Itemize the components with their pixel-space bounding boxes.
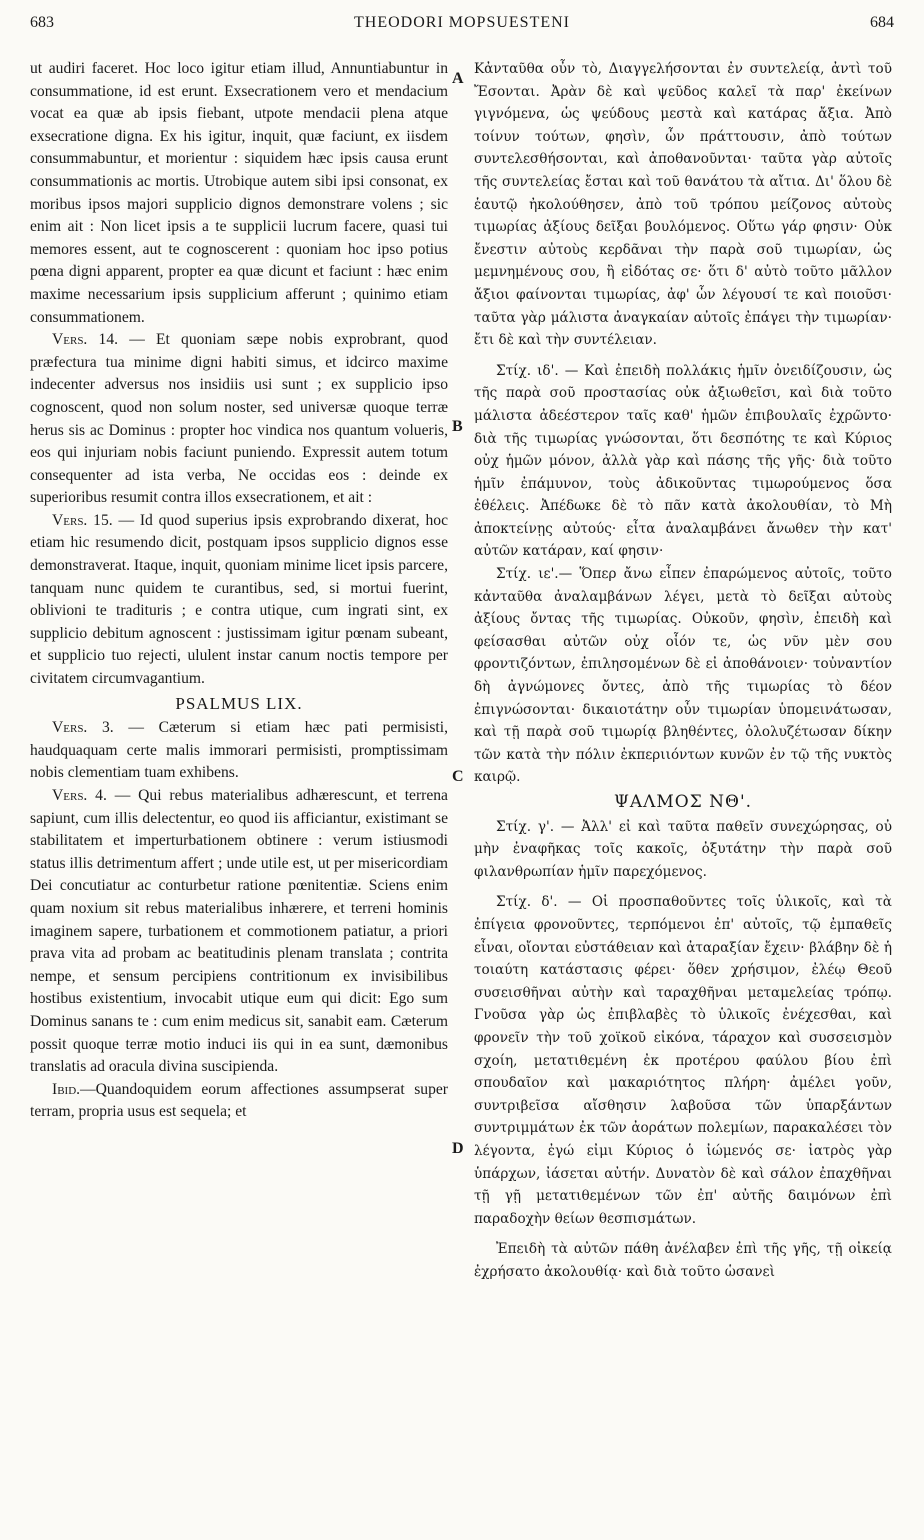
verse-text: — Οἱ προσπαθοῦντες τοῖς ὑλικοῖς, καὶ τὰ ἐπίγεια φρονοῦντες, τερπόμενοι ἐπ' αὐτοῖς, τῷ ἐμπαθεῖς εἶναι, οἴονται εὐστάθειαν καὶ ἀταραξίαν ἔχειν· βλάβην δὲ ἡ τοιαύτη κατάστασις φέρει· ὅθεν χρήσιμον, ἐλέῳ Θεοῦ συσεισθῆναι αὐτὴν καὶ ταραχθῆναι μεταμελείας τρόπῳ. Γνοῦσα γὰρ ὡς ἐπιβλαβὲς τὸ ὑλικοῖς ἐνέχεσθαι, καὶ φρονεῖν τὴν τοῦ χοϊκοῦ εἰκόνα, τάραχον καὶ συσσεισμὸν σχοίη, μετατιθεμένη ἐκ προτέρου φαύλου βίου ἐπὶ σπουδαῖον καὶ μακαριότητος πλήρη· ἀμέλει γοῦν, συντριβεῖσα αἴσθησιν λαβοῦσα τῶν ὑπαρξάντων συντριμμάτων ἐκ τῶν ἀοράτων πολεμίων, παρακαλέσει τὸν λέγοντα, ἐγώ εἰμι Κύριος ὁ ἰώμενός σε· ἰατρὸς γὰρ ὑπάρχων, ἰάσεται αὐτήν. Δυνατὸν δὲ καὶ σάλον ἐπαχθῆναι τῇ γῇ μετατιθεμένων τῶν ἐπ' αὐτῆς δαιμόνων ἐπὶ παραδοχὴν θείων θεσπισμάτων. xyxy=(474,894,892,1227)
verse-text: — Ὅπερ ἄνω εἶπεν ἐπαρώμενος αὐτοῖς, τοῦτο κἀνταῦθα ἀναλαμβάνων λέγει, μετὰ τὸ δεῖξαι αὐτοὺς ἀξίους ὄντας τῆς τιμωρίας. Οὐκοῦν, φησὶν, ἐπειδὴ καὶ φείσασθαι αὐτῶν οὐχ οἷόν τε, ὡς νῦν μὲν σου φροντιζόντων, ἐπιλησομένων δὲ εἰ ἀποθάνοιεν· τοὐναντίον δὴ ἀγνώμονες ὄντες, ἀπὸ τῆς τιμωρίας τὸ δέον ἐπιγνώσονται· δικαιοτάτην οὖν τιμωρίαν ὑπομεινάτωσαν, καὶ τῇ παρὰ σοῦ τιμωρίᾳ βληθέντες, ὀλολυζέτωσαν δίκην τῶν κατὰ τὴν πόλιν ἐκπεριιόντων κυνῶν ἐν τῷ τῆς νυκτὸς καιρῷ. xyxy=(474,566,892,786)
greek-column xyxy=(474,58,892,1283)
page-number-left: 683 xyxy=(30,14,54,31)
verse-label: Vers. 15. xyxy=(52,511,113,529)
verse-label: Στίχ. ιδ'. xyxy=(496,362,559,379)
margin-marker-b: B xyxy=(452,418,463,435)
verse-text: —Quandoquidem eorum affectiones assumpserat super terram, propria usus est sequela; et xyxy=(30,1080,448,1121)
verse-label: Vers. 4. xyxy=(52,787,107,804)
verse-text: — Id quod superius ipsis exprobrando dixerat, hoc etiam hic resumendo dicit, postquam ipsos supplicio dignos esse demonstraverat. Itaque, inquit, quoniam minime licet ipsis parcere, tanquam nunc quidem te curantibus, sed, si mortui fuerint, oblivioni te tradituris ; e contra utique, cum ingrati sint, ex supplicio debitum agnoscent : justissimam igitur pœnam subeant, et supplicio tuo rejecti, ululent instar canum noctis tempore per civitatem circumvagantium. xyxy=(30,511,448,688)
verse-label: Στίχ. δ'. xyxy=(496,894,558,911)
greek-paragraph-last: Ἐπειδὴ τὰ αὐτῶν πάθη ἀνέλαβεν ἐπὶ τῆς γῆς, τῇ οἰκείᾳ ἐχρήσατο ἀκολουθίᾳ· καὶ διὰ τοῦτο ὡσανεὶ xyxy=(474,1241,892,1280)
page-header xyxy=(30,14,894,38)
psalm-title-greek: ΨΑΛΜΟΣ ΝΘ'. xyxy=(613,792,753,812)
verse-text: — Cæterum si etiam hæc pati permisisti, haudquaquam certe malis immorari permisisti, promptissimam nobis clementiam tuam exhibens. xyxy=(30,719,448,782)
latin-verse-14 xyxy=(30,329,448,510)
latin-verse-4 xyxy=(30,785,448,1079)
verse-text: — Καὶ ἐπειδὴ πολλάκις ἡμῖν ὀνειδίζουσιν, ὡς τῆς παρὰ σοῦ προστασίας οὐκ ἀξιωθεῖσι, καὶ διὰ τοῦτο μάλιστα ἀδεέστερον ταῖς καθ' ἡμῶν ἐπιβουλαῖς ἐχρῶντο· διὰ τῆς τιμωρίας γνώσονται, ὅτι δεσπότης τε καὶ Κύριος οὐχ ἡμῶν μόνον, ἀλλὰ γὰρ καὶ πάσης τῆς γῆς· διὰ τοῦτο ἡμῖν ἐπάμυνον, τοὺς ἀδικοῦντας τιμωρούμενος ὅσα ἐθέλεις. Ἀπέδωκε δὲ τὸ πᾶν κατὰ ἀκολουθίαν, τὸ Μὴ ἀποκτείνῃς αὐτούς· εἶτα ἀναλαμβάνει ἄνωθεν τὴν κατ' αὐτῶν κατάραν, καί φησιν· xyxy=(474,362,892,560)
verse-label: Vers. 14. xyxy=(52,331,119,349)
verse-label: Στίχ. ιε'. xyxy=(496,566,559,583)
latin-ibid xyxy=(30,1079,448,1124)
latin-verse-3 xyxy=(30,717,448,785)
margin-marker-a: A xyxy=(452,70,464,87)
latin-verse-15 xyxy=(30,510,448,691)
margin-marker-d: D xyxy=(452,1140,464,1157)
margin-marker-c: C xyxy=(452,768,464,785)
psalm-title-latin: PSALMUS LIX. xyxy=(175,693,303,713)
page-number-right: 684 xyxy=(870,14,894,31)
greek-verse-4 xyxy=(474,891,892,1230)
greek-paragraph: Κἀνταῦθα οὖν τὸ, Διαγγελήσονται ἐν συντελείᾳ, ἀντὶ τοῦ Ἔσονται. Ἀρὰν δὲ καὶ ψεῦδος καλεῖ τὰ παρ' ἐκείνων γιγνόμενα, ὡς ψεύδους μεστὰ καὶ κατάρας ἄξια. Ἀπὸ τοίνυν τούτων, φησὶν, ὧν πράττουσιν, ἀπὸ τούτων συντελεσθήσονται, καὶ ἀποθανοῦνται· ταῦτα γὰρ αὐτοῖς τῆς συντελείας ἔσται καὶ τοῦ θανάτου τὰ αἴτια. Δι' ὅλου δὲ ἑαυτῷ ἠκολούθησεν, ἀπὸ τοῦ τρόπου μείζονος αὐτοὺς τιμωρίας ἀξίους δεῖξαι βουλόμενος. Οὕτω γάρ φησιν· Οὐκ ἔνεστιν αὐτοὺς κερδᾶναι τὴν παρὰ σοῦ τιμωρίαν, ὡς μεμνημένους σου, ἢ εἰδότας σε· ὅτι δ' αὐτὸ τοῦτο μᾶλλον ἄξιοι φαίνονται τιμωρίας, ἀφ' ὧν λέγουσί τε καὶ ποιοῦσι· ταῦτα γὰρ μάλιστα ἀναγκαίαν αὐτοῖς ἐπάγει τὴν τιμωρίαν· ἔτι δὲ καὶ τὴν συντέλειαν. xyxy=(474,61,892,349)
verse-label: Vers. 3. xyxy=(52,719,114,737)
verse-label: Ibid. xyxy=(52,1080,81,1098)
verse-text: — Et quoniam sæpe nobis exprobrant, quod præfectura tua minime digni habiti simus, et idcirco maxime indecenter adversus nos insidiis usi sunt ; ex supplicio ipso cognoscent, quod non solum noster, sed universæ quoque terræ herus sis ac Dominus : propter hoc vindica nos quantum volueris, eos qui injuriam nobis faciunt puniendo. Expressit autem totum consequenter ad ista verba, Ne occidas eos : deinde ex superioribus resumit contra illos exsecrationem, et ait : xyxy=(30,331,449,507)
running-title: THEODORI MOPSUESTENI xyxy=(354,14,570,31)
greek-verse-14 xyxy=(474,360,892,563)
verse-text: — Qui rebus materialibus adhærescunt, et terrena sapiunt, cum illis delectentur, eo quod iis afficiantur, existimant se stabilitatem et imperturbationem obtinere : verum istiusmodi status illis detrimentum affert ; unde utile est, ut per misericordiam Dei concutiatur ac conturbetur ratione pœnitentiæ. Sciens enim quam noxium sit rebus materialibus inhærere, et terreni hominis imaginem sapere, turbationem et commotionem patiatur, a priori prava vita ad probam ac beatitudinis plenam translata ; contrita nempe, et sensum percipiens contritionum ex invisibilibus hostibus existentium, invocabit utique eum qui dicit: Ego sum Dominus sanans te : cum enim medicus sit, sanabit eam. Cæterum possit quoque terræ motio induci iis qui in ea sunt, dæmonibus translatis ad oracula divina suscipienda. xyxy=(30,787,448,1076)
latin-column xyxy=(30,58,448,1124)
verse-text: — Ἀλλ' εἰ καὶ ταῦτα παθεῖν συνεχώρησας, οὐ μὴν ἐναφῆκας τοῖς κακοῖς, ὀξυτάτην τὴν παρὰ σοῦ φιλανθρωπίαν ἡμῖν παρεχόμενος. xyxy=(474,818,892,880)
verse-label: Στίχ. γ'. xyxy=(496,818,555,835)
latin-paragraph: ut audiri faceret. Hoc loco igitur etiam illud, Annuntiabuntur in consummatione, id est erunt. Exsecrationem vero et mendacium vocat ea quæ ab ipsis fiebant, utpote mendacii plena atque exsecratione digna. Ex his igitur, inquit, quæ faciunt, ex iisdem consummabuntur, et morientur : siquidem hæc ipsis causa erunt consummationis ac mortis. Utrobique autem sibi ipsi consonat, ex moribus ipsos majori supplicio dignos demonstrare volens ; sic enim ait : Non licet ipsis a te supplicii lucrum facere, quasi tui memores essent, aut te cognoscerent : quoniam hoc ipso potius pœna digni apparent, propter ea quæ dicunt et faciunt : hæc enim maxime necessarium ipsis supplicium afferunt ; quinimo etiam consummationem. xyxy=(30,60,448,326)
greek-verse-3 xyxy=(474,816,892,884)
greek-verse-15 xyxy=(474,563,892,789)
